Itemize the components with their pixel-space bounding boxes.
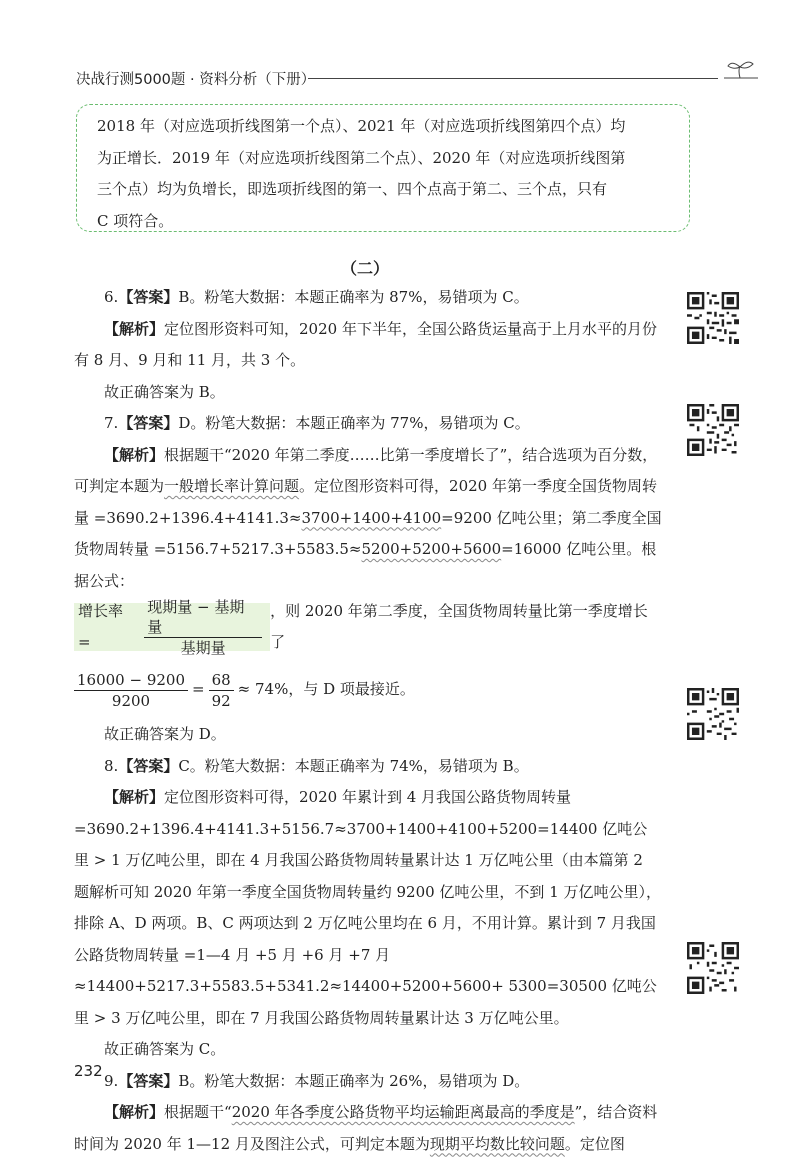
q9-answer <box>74 1066 662 1098</box>
calc-numerator: 68 <box>209 670 234 691</box>
answer-label: 【答案】 <box>118 414 179 432</box>
explanation-note-box <box>76 104 690 232</box>
note-line: C 项符合。 <box>97 211 174 230</box>
q9-analysis <box>74 1097 662 1160</box>
formula-fraction <box>144 597 262 658</box>
qr-code-icon[interactable] <box>687 404 739 456</box>
keyword-underlined: 一般增长率计算问题 <box>164 477 300 495</box>
analysis-text: 定位图形资料可知，2020 年下半年，全国公路货运量高于上月水平的月份有 8 月、9 月和 11 月，共 3 个。 <box>74 319 657 369</box>
analysis-text: 定位图形资料可得，2020 年累计到 4 月我国公路货物周转量 =3690.2+1396.4+4141.3+5156.7≈3700+1400+4100+5200=14400 亿吨公里 > 1 万亿吨公里，即在 4 月我国公路货物周转量累计达 1 万亿吨公里（由本篇第 2 题解析可知 2020 年第一季度全国货物周转量约 9200 亿吨公里，不到 1 万亿吨公里），排除 A、D 两项。B、C 两项达到 2 万亿吨公里均在 6 月，不用计算。累计到 7 月我国公路货物周转量 =1—4 月 +5 月 +6 月 +7 月 ≈14400+5217.3+5583.5+5341.2≈14400+5200+5600+ 5300=30500 亿吨公里 > 3 万亿吨公里，即在 7 月我国公路货物周转量累计达 3 万亿吨公里。 <box>74 788 662 1027</box>
note-line: 三个点）均为负增长，即选项折线图的第一、四个点高于第二、三个点，只有 <box>97 180 608 198</box>
answer-text: D。粉笔大数据：本题正确率为 77%，易错项为 C。 <box>178 414 530 432</box>
calc-tail: ≈ 74%，与 D 项最接近。 <box>237 680 415 699</box>
formula-numerator: 现期量 − 基期量 <box>144 597 262 638</box>
note-line: 为正增长．2019 年（对应选项折线图第二个点）、2020 年（对应选项折线图第 <box>97 148 626 167</box>
analysis-label: 【解析】 <box>104 1103 165 1121</box>
header-rule <box>308 78 718 79</box>
analysis-text: 根据题干“ <box>164 1103 232 1121</box>
q6-conclusion: 故正确答案为 B。 <box>104 382 225 401</box>
analysis-text: 根据题干“2020 年第二季度……比第一季度增长了”，结合选项为百分数，可判定本题为 <box>74 445 658 495</box>
calc-fraction <box>209 670 234 711</box>
qr-code-icon[interactable] <box>687 688 739 740</box>
calc-fraction <box>74 670 188 711</box>
answer-label: 【答案】 <box>118 1071 179 1090</box>
answer-label: 【答案】 <box>118 756 179 775</box>
analysis-label: 【解析】 <box>104 319 165 338</box>
question-number: 7. <box>104 414 119 432</box>
analysis-text: 。定位图 <box>564 1134 625 1153</box>
calc-denominator: 92 <box>211 691 231 710</box>
q7-answer <box>74 408 662 440</box>
qr-code-icon[interactable] <box>687 292 739 344</box>
q8-answer <box>74 751 662 783</box>
q7-conclusion: 故正确答案为 D。 <box>104 725 226 743</box>
analysis-text: =16000 亿吨公里。根据公式： <box>74 540 657 590</box>
section-title: （二） <box>340 259 389 278</box>
q6-answer <box>74 282 662 314</box>
formula-denominator: 基期量 <box>180 638 226 657</box>
question-number: 9. <box>104 1071 119 1090</box>
equals-sign: = <box>192 680 205 699</box>
estimate-underlined: 3700+1400+4100 <box>301 508 442 527</box>
q7-analysis <box>74 440 662 598</box>
answer-explanations <box>74 282 662 1160</box>
calc-numerator: 16000 − 9200 <box>74 670 188 691</box>
question-number: 8. <box>104 756 119 775</box>
estimate-underlined: 5200+5200+5600 <box>361 540 502 558</box>
running-header <box>76 64 766 94</box>
formula-tail: ，则 2020 年第二季度，全国货物周转量比第一季度增长了 <box>270 601 648 651</box>
sprout-icon <box>718 58 762 88</box>
note-line: 2018 年（对应选项折线图第一个点）、2021 年（对应选项折线图第四个点）均 <box>97 117 626 135</box>
answer-label: 【答案】 <box>118 288 179 306</box>
analysis-text: ”，结合资料时间为 2020 年 1—12 月及图注公式，可判定本题为 <box>74 1103 658 1153</box>
answer-text: C。粉笔大数据：本题正确率为 74%，易错项为 B。 <box>178 756 529 775</box>
q8-conclusion: 故正确答案为 C。 <box>104 1040 226 1058</box>
book-title: 决战行测5000题 · 资料分析（下册） <box>76 72 316 88</box>
keyword-underlined: 现期平均数比较问题 <box>429 1134 565 1153</box>
answer-text: B。粉笔大数据：本题正确率为 26%，易错项为 D。 <box>178 1071 530 1090</box>
q8-analysis <box>74 782 662 1034</box>
formula-highlight <box>74 597 270 657</box>
growth-calculation <box>74 665 662 715</box>
analysis-label: 【解析】 <box>104 445 165 464</box>
analysis-text: =9200 亿吨公里；第二季度全国货物周转量 =5156.7+5217.3+5583.5≈ <box>74 508 662 558</box>
calc-denominator: 9200 <box>111 691 151 710</box>
growth-rate-formula <box>74 597 662 657</box>
formula-lhs: 增长率 = <box>78 601 124 651</box>
keyword-underlined: 2020 年各季度公路货物平均运输距离最高的季度是 <box>231 1103 575 1121</box>
q6-analysis <box>74 314 662 377</box>
question-number: 6. <box>104 288 119 306</box>
analysis-text: 。定位图形资料可得，2020 年第一季度全国货物周转量 =3690.2+1396.4+4141.3≈ <box>74 477 657 527</box>
page-number: 232 <box>74 1062 103 1080</box>
analysis-label: 【解析】 <box>104 788 165 806</box>
answer-text: B。粉笔大数据：本题正确率为 87%，易错项为 C。 <box>178 288 529 306</box>
qr-code-icon[interactable] <box>687 942 739 994</box>
